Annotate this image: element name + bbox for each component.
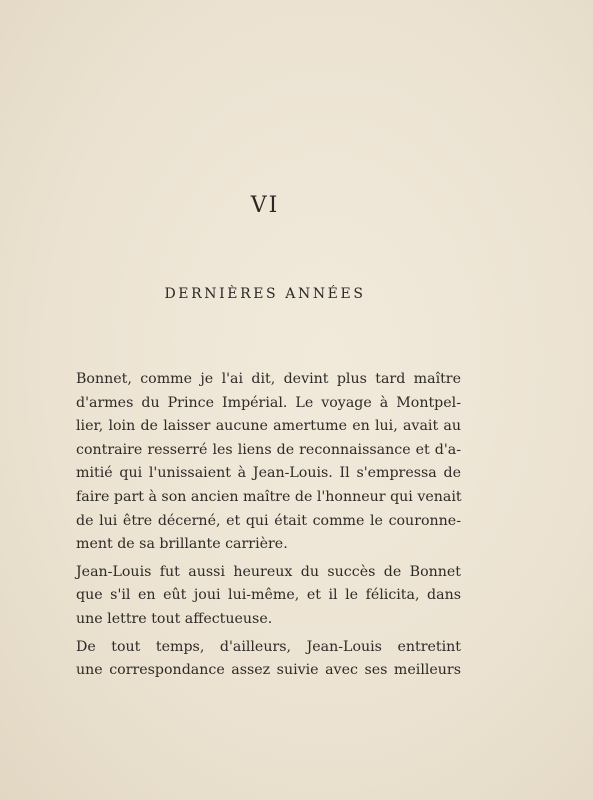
text-line: d'armes du Prince Impérial. Le voyage à Montpel- [76,394,461,411]
text-line: lier, loin de laisser aucune amertume en lui, avait au [76,418,461,435]
paragraph [76,368,461,557]
chapter-number: VI [250,193,280,218]
paragraph [76,636,461,683]
chapter-title: DERNIÈRES ANNÉES [164,286,366,302]
text-line: contraire resserré les liens de reconnaissance et d'a- [76,441,461,458]
text-line: De tout temps, d'ailleurs, Jean-Louis entretint [76,638,461,655]
text-line: une lettre tout affectueuse. [76,610,273,627]
text-line: ment de sa brillante carrière. [76,536,288,553]
paragraph [76,561,461,632]
text-line: Jean-Louis fut aussi heureux du succès de Bonnet [76,563,461,580]
text-line: de lui être décerné, et qui était comme le couronne- [76,512,461,529]
text-line: que s'il en eût joui lui-même, et il le félicita, dans [76,587,461,604]
body-text [76,368,461,687]
text-line: faire part à son ancien maître de l'honneur qui venait [76,488,462,505]
text-line: mitié qui l'unissaient à Jean-Louis. Il s'empressa de [76,465,461,482]
text-line: une correspondance assez suivie avec ses meilleurs [76,662,461,679]
text-line: Bonnet, comme je l'ai dit, devint plus tard maître [76,371,461,387]
